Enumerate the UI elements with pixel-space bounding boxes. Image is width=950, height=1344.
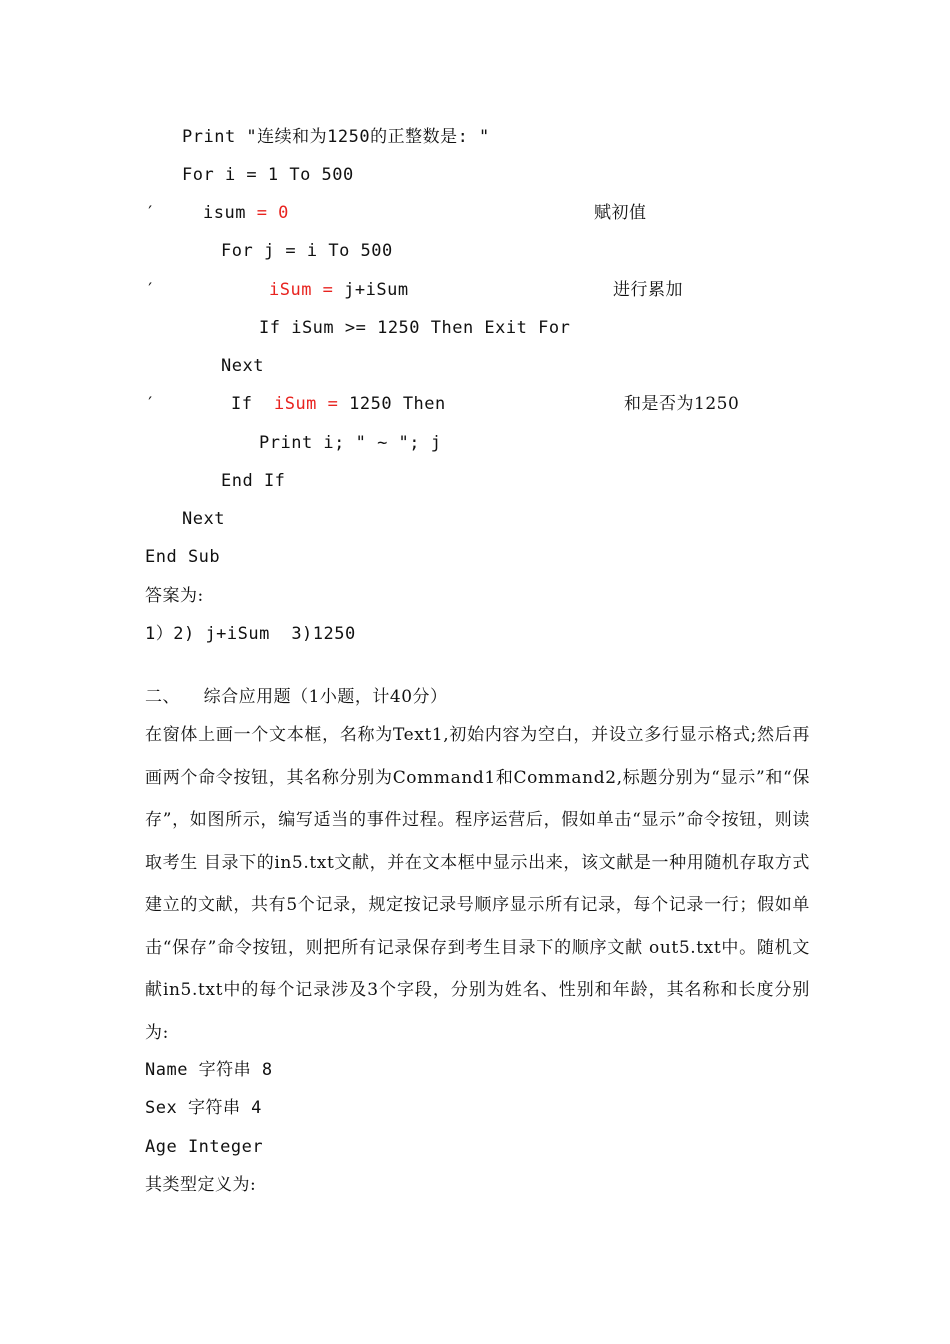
highlighted-token: iSum = bbox=[269, 280, 334, 300]
comment-mark: ′ bbox=[145, 203, 156, 223]
code-line-print-header: Print "连续和为1250的正整数是: " bbox=[182, 127, 490, 147]
comment-mark: ′ bbox=[145, 394, 156, 414]
code-comment: 赋初值 bbox=[594, 203, 647, 223]
code-token: 1250 Then bbox=[349, 394, 446, 414]
code-line-next-outer: Next bbox=[182, 509, 225, 529]
highlighted-token: iSum = bbox=[273, 394, 339, 414]
highlighted-token: = 0 bbox=[256, 203, 289, 223]
comment-mark: ′ bbox=[145, 280, 156, 300]
code-token: If bbox=[231, 394, 253, 414]
field-name: Name 字符串 8 bbox=[145, 1060, 273, 1080]
code-comment: 和是否为1250 bbox=[624, 394, 740, 414]
question-paragraph: 在窗体上画一个文本框，名称为Text1,初始内容为空白，并设立多行显示格式;然后再画两个命令按钮，其名称分别为Command1和Command2,标题分别为“显示”和“保存”，如图所示，编写适当的事件过程。程序运营后，假如单击“显示”命令按钮，则读取考生 目录下的in5.txt文献，并在文本框中显示出来，该文献是一种用随机存取方式建立的文献，共有5个记录，规定按记录号顺序显示所有记录，每个记录一行；假如单击“保存”命令按钮，则把所有记录保存到考生目录下的顺序文献 out5.txt中。随机文献in5.txt中的每个记录涉及3个字段，分别为姓名、性别和年龄，其名称和长度分别为: bbox=[145, 725, 810, 1043]
code-token: j+iSum bbox=[344, 280, 409, 300]
field-sex: Sex 字符串 4 bbox=[145, 1098, 262, 1118]
code-line-accumulate bbox=[269, 279, 409, 301]
field-age: Age Integer bbox=[145, 1137, 264, 1157]
answer-label: 答案为: bbox=[145, 586, 204, 606]
code-token: isum bbox=[203, 203, 246, 223]
code-line-if-exit: If iSum >= 1250 Then Exit For bbox=[259, 318, 571, 338]
code-comment: 进行累加 bbox=[613, 280, 683, 300]
code-line-isum-init bbox=[203, 202, 289, 224]
closing-line: 其类型定义为: bbox=[145, 1175, 257, 1195]
answer-text: 1）2) j+iSum 3)1250 bbox=[145, 624, 356, 644]
code-line-next-inner: Next bbox=[221, 356, 264, 376]
code-line-if-sum bbox=[231, 393, 446, 415]
code-line-for-j: For j = i To 500 bbox=[221, 241, 393, 261]
code-line-end-sub: End Sub bbox=[145, 547, 221, 567]
code-line-end-if: End If bbox=[221, 471, 286, 491]
code-line-for-i: For i = 1 To 500 bbox=[182, 165, 354, 185]
section-title: 二、 综合应用题（1小题，计40分） bbox=[145, 687, 448, 707]
code-line-print-result: Print i; " ~ "; j bbox=[259, 433, 442, 453]
